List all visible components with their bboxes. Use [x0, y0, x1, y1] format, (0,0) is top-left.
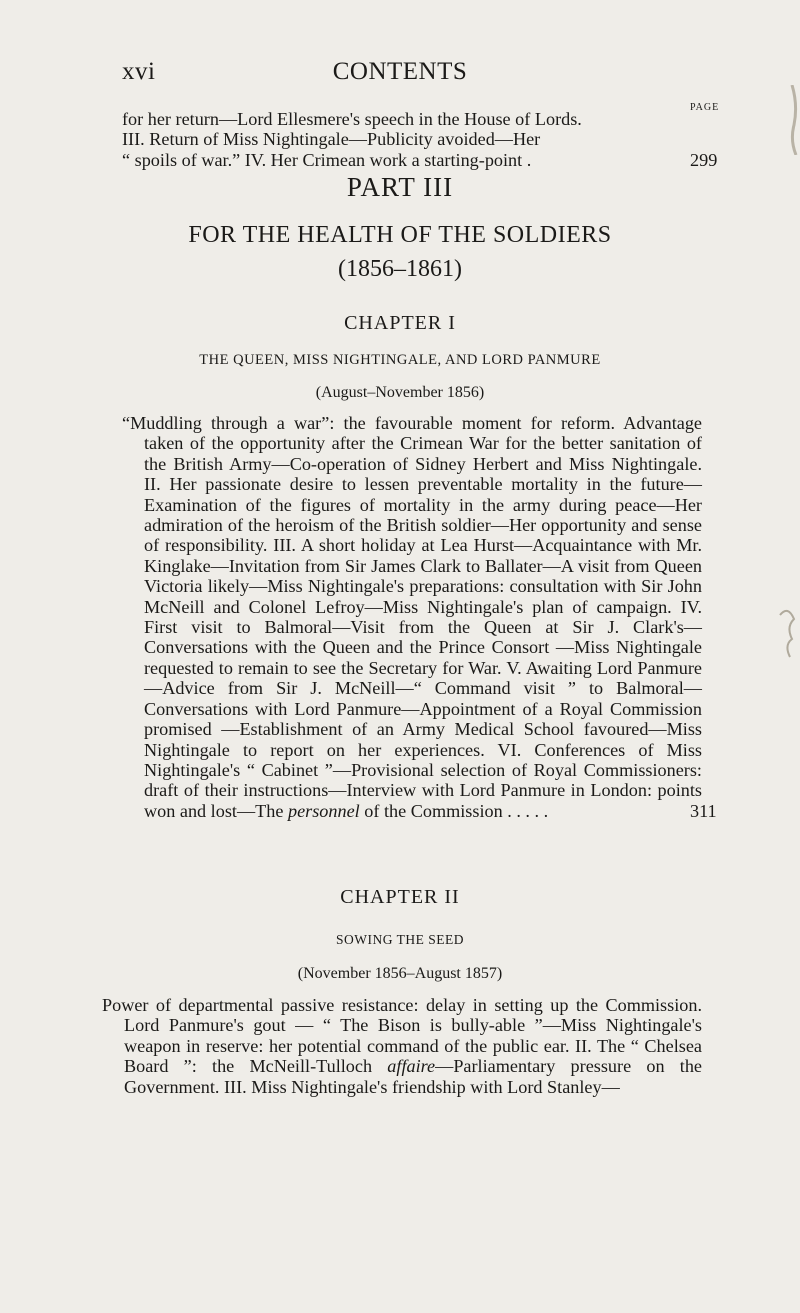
- page-edge-mark-top: [772, 85, 800, 155]
- top-entry-line-2: III. Return of Miss Nightingale—Publicity avoided—Her: [122, 129, 541, 150]
- page-edge-mark-middle: [772, 605, 800, 665]
- chapter-1-summary: [122, 413, 702, 821]
- chapter-2-summary: [102, 995, 702, 1097]
- chapter-1-summary-end: of the Commission . . . . .: [364, 800, 549, 821]
- chapter-1-summary-text: “Muddling through a war”: the favourable moment for reform. Advantage taken of the opportunity after the Crimean War for the better sanitation of the British Army—Co-operation of Sidney Herbert and Miss Nightingale. II. Her passionate desire to lessen preventable mortality in the future—Examination of the figures of mortality in the army during peace—Her admiration of the heroism of the British soldier—Her opportunity and sense of responsibility. III. A short holiday at Lea Hurst—Acquaintance with Mr. Kinglake—Invitation from Sir James Clark to Ballater—A visit from Queen Victoria likely—Miss Nightingale's preparations: consultation with Sir John McNeill and Colonel Lefroy—Miss Nightingale's plan of campaign. IV. First visit to Balmoral—Visit from the Queen at Sir J. Clark's—Conversations with the Queen and the Prince Consort —Miss Nightingale requested to remain to see the Secretary for War. V. Awaiting Lord Panmure—Advice from Sir J. McNeill—“ Command visit ” to Balmoral—Conversations with Lord Panmure—Appointment of a Royal Commission promised —Establishment of an Army Medical School favoured—Miss Nightingale to report on her experiences. VI. Conferences of Miss Nightingale's “ Cabinet ”—Provisional selection of Royal Commissioners: draft of their instructions—Interview with Lord Panmure in London: points won and lost—The: [122, 413, 702, 821]
- running-head: [122, 58, 678, 94]
- chapter-2-summary-text-b: —Parliamentary pressure on the Government. III. Miss Nightingale's friendship with Lord Stanley—: [124, 1056, 703, 1097]
- running-title: CONTENTS: [332, 58, 468, 85]
- chapter-1-dates: (August–November 1856): [315, 384, 485, 401]
- chapter-2-title: CHAPTER II: [340, 886, 460, 908]
- chapter-2-summary-italic: affaire: [387, 1056, 436, 1077]
- chapter-1-summary-italic: personnel: [287, 800, 360, 821]
- chapter-1-title: CHAPTER I: [344, 312, 456, 334]
- top-entry: [122, 109, 680, 170]
- chapter-2-subtitle: SOWING THE SEED: [336, 932, 464, 947]
- top-entry-page-number: 299: [690, 150, 718, 170]
- chapter-2-dates: (November 1856–August 1857): [297, 965, 503, 982]
- part-dates: (1856–1861): [338, 256, 462, 282]
- part-subtitle: FOR THE HEALTH OF THE SOLDIERS: [188, 222, 612, 248]
- chapter-2-summary-text-a: Power of departmental passive resistance: delay in setting up the Commission. Lord Panmure's gout — “ The Bison is bully-able ”—Miss Nightingale's weapon in reserve: her potential command of the public ear. II. The “ Chelsea Board ”: the McNeill-Tulloch: [102, 995, 702, 1077]
- chapter-1-subtitle: THE QUEEN, MISS NIGHTINGALE, AND LORD PANMURE: [199, 352, 601, 368]
- folio: xvi: [122, 58, 156, 85]
- chapter-1-page-number: 311: [690, 801, 717, 821]
- top-entry-line-1: for her return—Lord Ellesmere's speech in the House of Lords.: [122, 109, 582, 129]
- top-entry-line-3: “ spoils of war.” IV. Her Crimean work a starting-point .: [122, 149, 532, 170]
- part-title: PART III: [346, 172, 454, 202]
- page-column-label: PAGE: [690, 102, 720, 113]
